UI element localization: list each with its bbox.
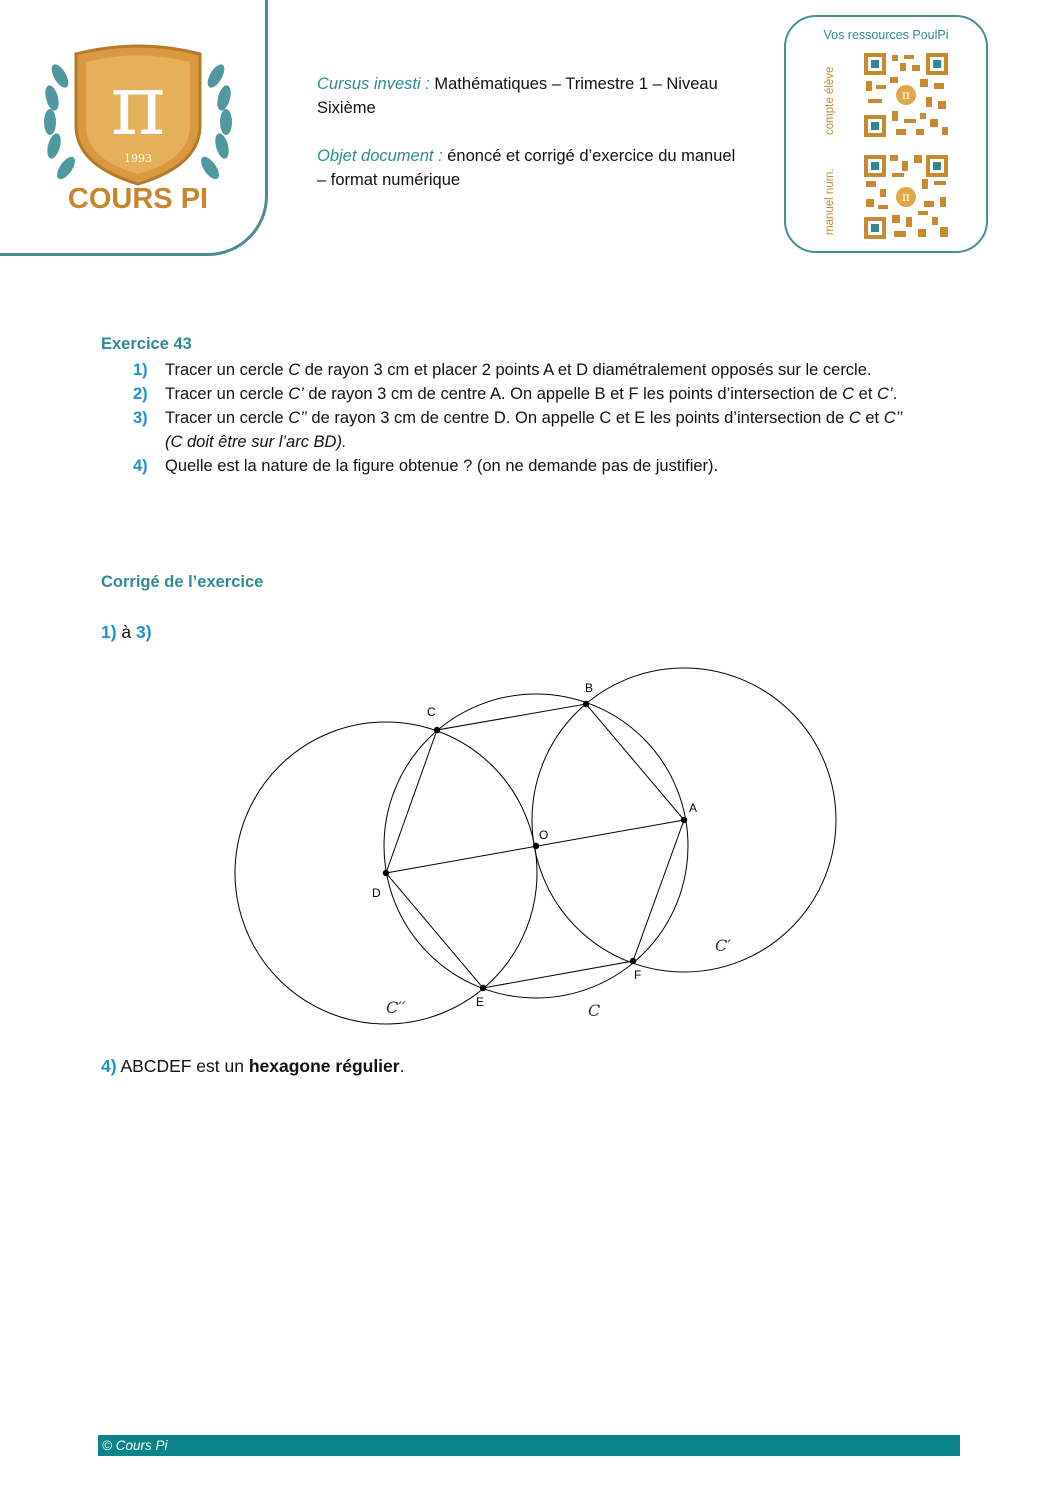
objet-label: Objet document : [317, 147, 443, 165]
label-c: C [427, 705, 436, 719]
item-italic: C [842, 385, 855, 403]
qr-code-manuel-num[interactable] [860, 151, 952, 243]
point-o [533, 843, 539, 849]
resources-box [784, 15, 988, 253]
point-c [434, 727, 440, 733]
sub-to: 3) [136, 622, 152, 642]
exercise-item [101, 454, 981, 478]
cursus-line [317, 72, 737, 120]
item-note: (C doit être sur l’arc BD). [165, 433, 347, 451]
exercise-title: Exercice 43 [101, 335, 192, 353]
answer-text: ABCDEF est un [116, 1056, 249, 1076]
item-text: et [860, 409, 884, 427]
exercise-list [101, 358, 981, 478]
point-b [583, 701, 589, 707]
logo-pi-symbol: π [110, 56, 166, 154]
item-text: Tracer un cercle [165, 409, 289, 427]
item-text: Tracer un cercle [165, 385, 289, 403]
item-text: de rayon 3 cm et placer 2 points A et D diamétralement opposés sur le cercle. [300, 361, 872, 379]
item-text: Quelle est la nature de la figure obtenue ? (on ne demande pas de justifier). [165, 457, 719, 475]
item-text: . [892, 385, 898, 403]
exercise-item [101, 406, 981, 454]
item-text: de rayon 3 cm de centre A. On appelle B et F les points d’intersection de [303, 385, 843, 403]
item-italic: C’ [877, 385, 893, 403]
item-italic: C’’ [288, 409, 307, 427]
footer-bar [98, 1435, 960, 1456]
item-text: de rayon 3 cm de centre D. On appelle C et E les points d’intersection de [306, 409, 849, 427]
correction-subheading [101, 622, 152, 643]
item-number: 2) [133, 385, 148, 403]
answer-bold: hexagone régulier [248, 1056, 400, 1076]
item-number: 4) [133, 457, 148, 475]
cours-pi-logo [38, 36, 238, 221]
item-italic: C [848, 409, 861, 427]
item-number: 1) [133, 361, 148, 379]
label-o: O [539, 828, 549, 842]
point-e [480, 985, 486, 991]
label-e: E [476, 995, 485, 1009]
point-d [383, 870, 389, 876]
cursus-value: Mathématiques – Trimestre 1 – Niveau Sixième [317, 75, 718, 117]
sub-mid: à [116, 622, 137, 642]
hexagon-construction-figure [220, 660, 860, 1040]
logo-brand: COURS PI [67, 183, 209, 215]
item-italic: C [288, 361, 301, 379]
objet-line [317, 144, 737, 192]
header-info [317, 72, 737, 216]
sub-from: 1) [101, 622, 117, 642]
label-circle-c-double-prime: C′′ [386, 998, 406, 1017]
point-a [681, 817, 687, 823]
label-circle-c: C [588, 1001, 601, 1020]
label-compte-eleve: compte élève [824, 66, 836, 135]
item-number: 3) [133, 409, 148, 427]
point-f [630, 958, 636, 964]
label-b: B [585, 681, 594, 695]
label-d: D [372, 886, 381, 900]
label-circle-c-prime: C′ [715, 936, 731, 955]
answer-end: . [399, 1056, 405, 1076]
correction-title: Corrigé de l’exercice [101, 573, 264, 591]
footer-copyright: © Cours Pi [102, 1438, 168, 1453]
label-f: F [634, 968, 642, 982]
item-italic: C’ [288, 385, 304, 403]
exercise-item [101, 382, 981, 406]
svg-text:π: π [902, 190, 910, 204]
answer-line [101, 1056, 404, 1077]
svg-text:π: π [902, 88, 910, 102]
objet-value: énoncé et corrigé d’exercice du manuel – format numérique [317, 147, 736, 189]
item-text: et [854, 385, 878, 403]
resources-title: Vos ressources PoulPi [823, 28, 949, 42]
logo-panel [0, 0, 268, 256]
answer-number: 4) [101, 1056, 117, 1076]
qr-code-compte-eleve[interactable] [860, 49, 952, 141]
cursus-label: Cursus investi : [317, 75, 430, 93]
label-a: A [689, 801, 698, 815]
label-manuel-num: manuel num. [824, 168, 836, 235]
item-text: Tracer un cercle [165, 361, 289, 379]
logo-year: 1993 [124, 152, 152, 165]
exercise-item [101, 358, 981, 382]
item-italic: C’’ [883, 409, 903, 427]
